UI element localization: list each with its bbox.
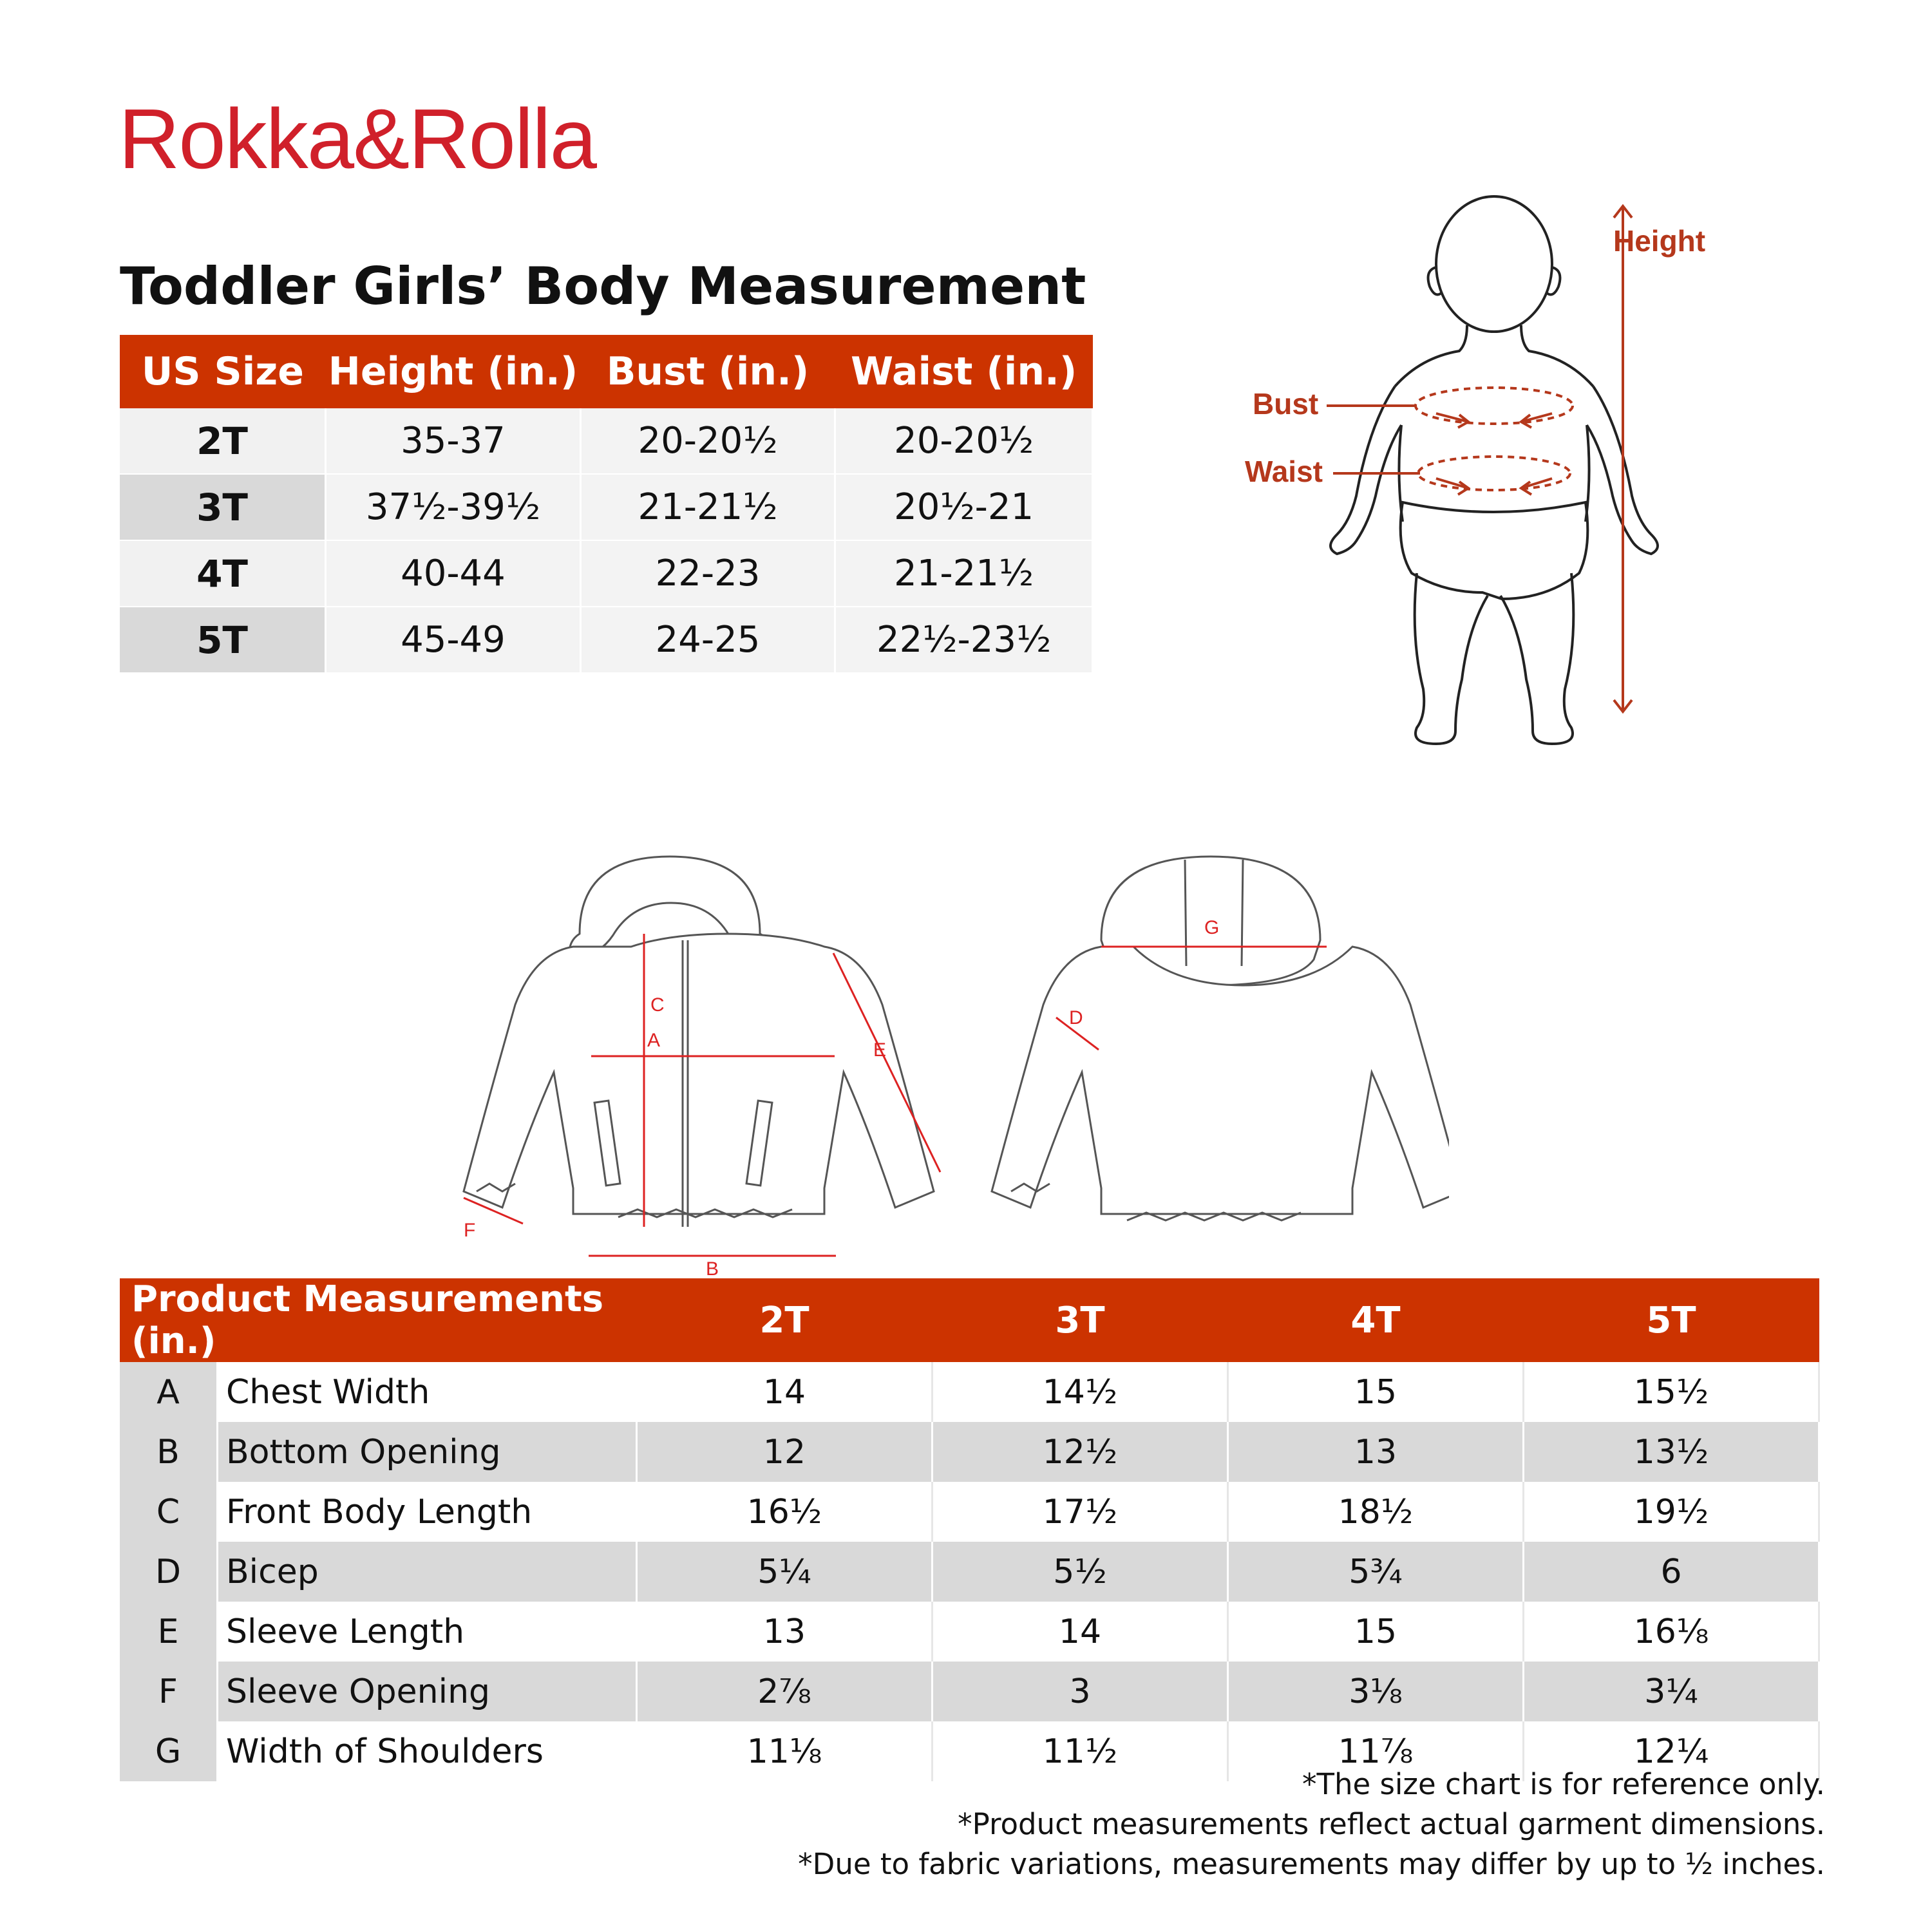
measure-name: Sleeve Opening <box>218 1662 637 1721</box>
value-5t: 19½ <box>1524 1482 1819 1542</box>
header-4t: 4T <box>1228 1278 1524 1362</box>
measure-name: Bottom Opening <box>218 1422 637 1482</box>
table-row <box>120 408 1093 474</box>
bust-cell: 21-21½ <box>580 474 835 540</box>
value-2t: 11⅛ <box>637 1721 933 1781</box>
header-bust: Bust (in.) <box>580 335 835 408</box>
product-measurements-table <box>120 1278 1820 1781</box>
table-row <box>120 1602 1819 1662</box>
waist-cell: 20½-21 <box>835 474 1093 540</box>
label-a: A <box>647 1030 661 1051</box>
value-3t: 11½ <box>933 1721 1228 1781</box>
label-d: D <box>1069 1007 1083 1028</box>
brand-logo: Rokka&Rolla <box>118 91 596 186</box>
footnote: *Due to fabric variations, measurements may differ by up to ½ inches. <box>798 1847 1825 1881</box>
toddler-figure-diagram <box>1224 180 1752 760</box>
measure-letter: D <box>120 1542 218 1602</box>
value-5t: 6 <box>1524 1542 1819 1602</box>
product-table-header-row <box>120 1278 1819 1362</box>
measure-name: Sleeve Length <box>218 1602 637 1662</box>
measure-letter: A <box>120 1362 218 1422</box>
size-cell: 4T <box>120 540 326 607</box>
label-e: E <box>873 1039 887 1061</box>
label-f: F <box>464 1220 476 1241</box>
value-3t: 14 <box>933 1602 1228 1662</box>
value-3t: 12½ <box>933 1422 1228 1482</box>
measure-letter: G <box>120 1721 218 1781</box>
bust-cell: 22-23 <box>580 540 835 607</box>
table-row <box>120 1662 1819 1721</box>
height-label: Height <box>1613 224 1706 258</box>
body-table-header-row <box>120 335 1093 408</box>
footnotes <box>798 1765 1825 1884</box>
table-row <box>120 1542 1819 1602</box>
value-4t: 18½ <box>1228 1482 1524 1542</box>
size-cell: 5T <box>120 607 326 673</box>
measure-name: Front Body Length <box>218 1482 637 1542</box>
measure-name: Width of Shoulders <box>218 1721 637 1781</box>
value-5t: 13½ <box>1524 1422 1819 1482</box>
measure-letter: F <box>120 1662 218 1721</box>
value-5t: 15½ <box>1524 1362 1819 1422</box>
page-title: Toddler Girls’ Body Measurement <box>120 256 1086 316</box>
height-cell: 45-49 <box>326 607 581 673</box>
height-cell: 37½-39½ <box>326 474 581 540</box>
value-2t: 16½ <box>637 1482 933 1542</box>
table-row <box>120 474 1093 540</box>
table-row <box>120 1482 1819 1542</box>
value-4t: 13 <box>1228 1422 1524 1482</box>
bust-label: Bust <box>1253 387 1319 421</box>
waist-cell: 21-21½ <box>835 540 1093 607</box>
table-row <box>120 1362 1819 1422</box>
value-4t: 15 <box>1228 1362 1524 1422</box>
value-3t: 17½ <box>933 1482 1228 1542</box>
header-waist: Waist (in.) <box>835 335 1093 408</box>
body-measurement-table <box>120 335 1094 674</box>
header-3t: 3T <box>933 1278 1228 1362</box>
waist-cell: 20-20½ <box>835 408 1093 474</box>
value-3t: 14½ <box>933 1362 1228 1422</box>
table-row <box>120 1422 1819 1482</box>
header-height: Height (in.) <box>326 335 581 408</box>
measure-letter: C <box>120 1482 218 1542</box>
value-4t: 5¾ <box>1228 1542 1524 1602</box>
value-4t: 11⅞ <box>1228 1721 1524 1781</box>
measure-letter: B <box>120 1422 218 1482</box>
bust-cell: 20-20½ <box>580 408 835 474</box>
header-5t: 5T <box>1524 1278 1819 1362</box>
value-3t: 5½ <box>933 1542 1228 1602</box>
value-5t: 12¼ <box>1524 1721 1819 1781</box>
toddler-outline <box>1331 196 1658 744</box>
jacket-front-outline <box>464 857 934 1214</box>
jacket-back-diagram <box>985 850 1449 1249</box>
header-2t: 2T <box>637 1278 933 1362</box>
height-cell: 35-37 <box>326 408 581 474</box>
footnote: *Product measurements reflect actual garment dimensions. <box>958 1807 1825 1841</box>
bust-cell: 24-25 <box>580 607 835 673</box>
waist-label: Waist <box>1245 455 1323 488</box>
height-cell: 40-44 <box>326 540 581 607</box>
value-4t: 15 <box>1228 1602 1524 1662</box>
value-2t: 13 <box>637 1602 933 1662</box>
footnote: *The size chart is for reference only. <box>1302 1767 1825 1801</box>
header-product-measurements: Product Measurements (in.) <box>120 1278 637 1362</box>
value-2t: 14 <box>637 1362 933 1422</box>
value-4t: 3⅛ <box>1228 1662 1524 1721</box>
label-c: C <box>650 994 665 1016</box>
value-5t: 3¼ <box>1524 1662 1819 1721</box>
value-2t: 5¼ <box>637 1542 933 1602</box>
measure-name: Bicep <box>218 1542 637 1602</box>
value-5t: 16⅛ <box>1524 1602 1819 1662</box>
value-2t: 12 <box>637 1422 933 1482</box>
value-3t: 3 <box>933 1662 1228 1721</box>
label-b: B <box>706 1258 719 1275</box>
label-g: G <box>1204 917 1220 938</box>
table-row <box>120 607 1093 673</box>
table-row <box>120 540 1093 607</box>
value-2t: 2⅞ <box>637 1662 933 1721</box>
measure-letter: E <box>120 1602 218 1662</box>
jacket-front-diagram <box>451 850 953 1275</box>
waist-cell: 22½-23½ <box>835 607 1093 673</box>
jacket-back-outline <box>992 857 1449 1214</box>
size-cell: 3T <box>120 474 326 540</box>
measure-name: Chest Width <box>218 1362 637 1422</box>
measurement-annotations <box>1327 206 1632 712</box>
header-us-size: US Size <box>120 335 326 408</box>
size-cell: 2T <box>120 408 326 474</box>
